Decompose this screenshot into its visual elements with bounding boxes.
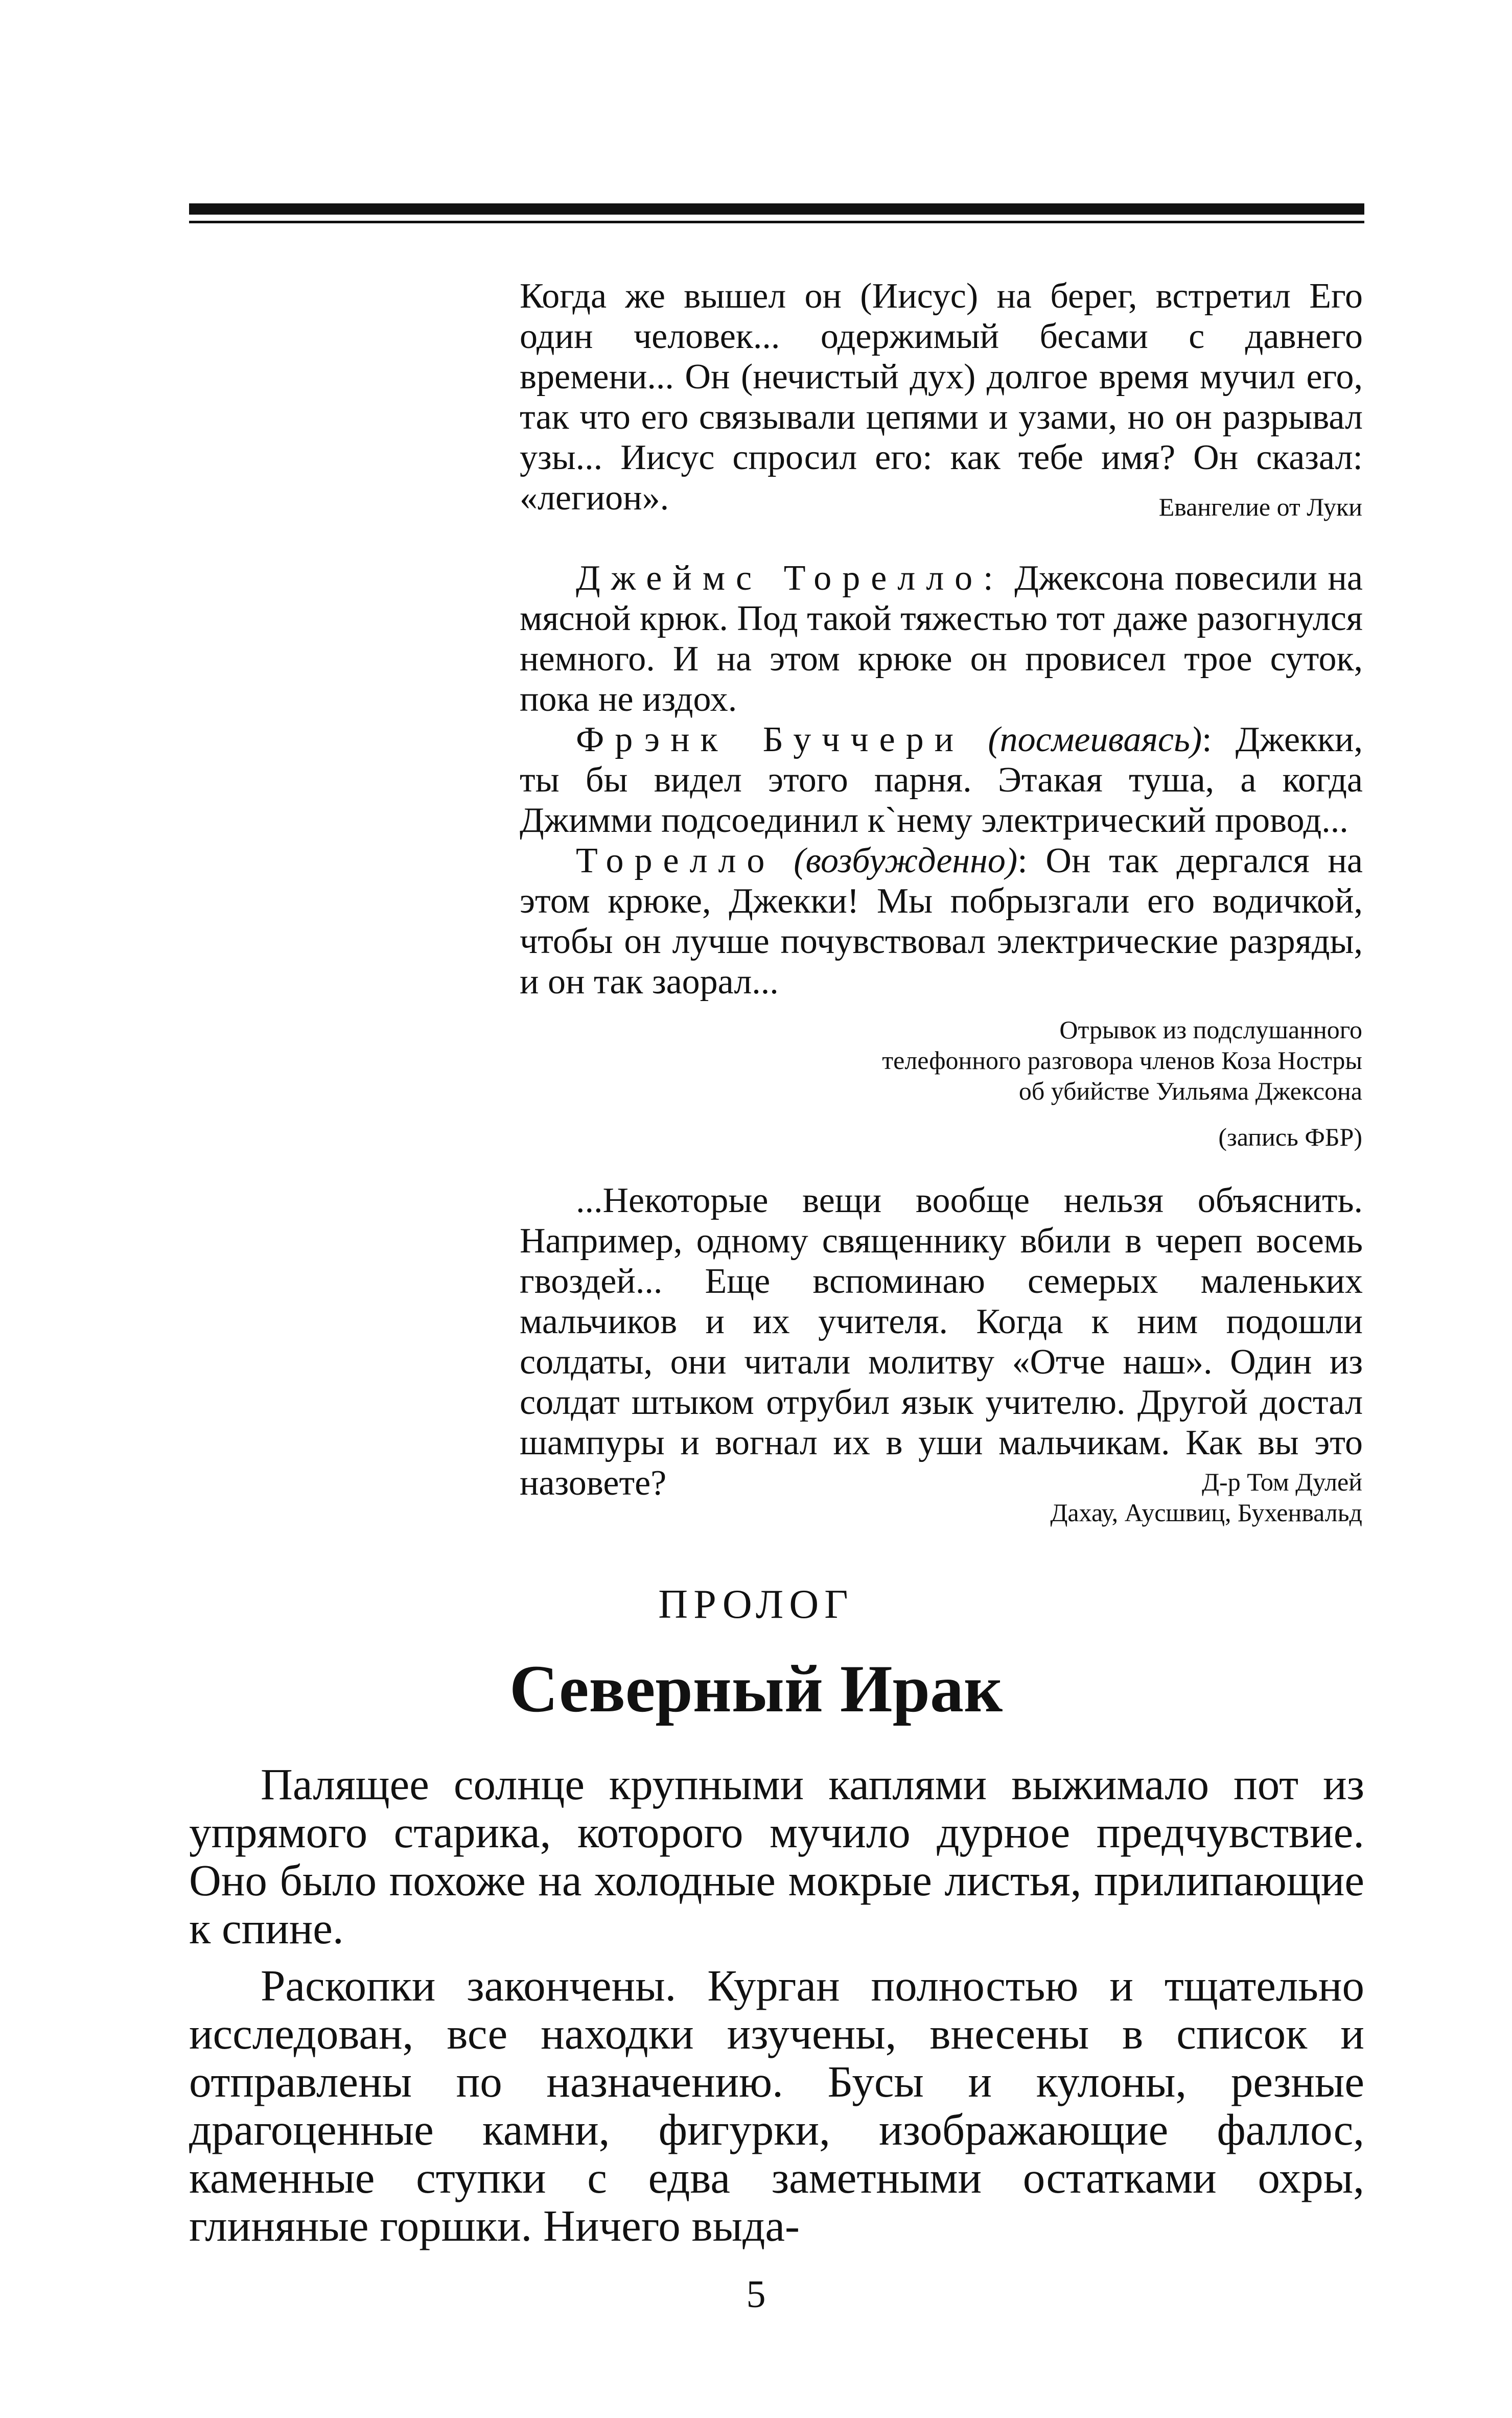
speaker-name: Джеймс Торелло: xyxy=(576,559,1004,598)
source-line: об убийстве Уильяма Джексона xyxy=(1018,1077,1362,1105)
speaker-name: Фрэнк Буччери xyxy=(576,720,965,759)
paragraph: Палящее солнце крупными каплями выжимало пот из упрямого старика, которого мучило дурное предчувствие. Оно было похоже на холодные мокрые листья, прилипающие к спине. xyxy=(189,1759,1364,1953)
header-rule-thick xyxy=(189,203,1364,215)
body-text xyxy=(189,1760,1364,2250)
epigraph-gospel-source: Евангелие от Луки xyxy=(1158,493,1362,521)
source-line: (запись ФБР) xyxy=(1218,1123,1362,1151)
source-line: телефонного разговора членов Коза Ностры xyxy=(882,1046,1362,1075)
speaker-name: Торелло xyxy=(576,841,776,880)
epigraph-dooley: ...Некоторые вещи вообще нельзя объяснить. Например, одному священнику вбили в череп восемь гвоздей... Еще вспоминаю семерых маленьких мальчиков и их учителя. Когда к ним подошли солдаты, они читали молитву «Отче наш». Один из солдат штыком отрубил язык учителю. Другой достал шампуры и вогнал их в уши мальчикам. Как вы это назовете? xyxy=(520,1181,1363,1503)
header-rule-thin xyxy=(189,221,1364,223)
epigraph-transcript xyxy=(520,558,1363,1002)
transcript-line xyxy=(520,841,1363,1002)
epigraph-transcript-source xyxy=(882,1014,1362,1152)
stage-direction: (возбужденно) xyxy=(794,841,1018,880)
chapter-title: Северный Ирак xyxy=(509,1651,1003,1726)
transcript-line xyxy=(520,558,1363,719)
source-line: Д-р Том Дулей xyxy=(1201,1468,1362,1496)
source-line: Дахау, Аусшвиц, Бухенвальд xyxy=(1050,1498,1362,1527)
line-text: Джексона повесили на мясной крюк. Под такой тяжестью тот даже разогнулся немного. И на этом крюке он провисел трое суток, пока не издох. xyxy=(520,559,1363,719)
section-label: ПРОЛОГ xyxy=(658,1582,854,1627)
epigraph-gospel: Когда же вышел он (Иисус) на берег, встретил Его один человек... одержимый бесами с давнего времени... Он (нечистый дух) долгое время мучил его, так что его связывали цепями и узами, но он разрывал узы... Иисус спросил его: как тебе имя? Он сказал: «легион». xyxy=(520,276,1363,518)
epigraph-dooley-source xyxy=(1050,1467,1362,1528)
paragraph: Раскопки закончены. Курган полностью и тщательно исследован, все находки изучены, внесены в список и отправлены по назначению. Бусы и кулоны, резные драгоценные камни, фигурки, изображающие фаллос, каменные ступки с едва заметными остатками охры, глиняные горшки. Ничего выда- xyxy=(189,1961,1364,2250)
source-line: Отрывок из подслушанного xyxy=(1059,1015,1362,1044)
page-number: 5 xyxy=(746,2273,766,2316)
stage-direction: (посмеиваясь) xyxy=(988,720,1202,759)
transcript-line xyxy=(520,719,1363,841)
line-text: : Джекки, ты бы видел этого парня. Этакая туша, а когда Джимми подсоединил к`нему электрический провод... xyxy=(520,720,1363,840)
line-text: : Он так дергался на этом крюке, Джекки! Мы побрызгали его водичкой, чтобы он лучше почувствовал электрические разряды, и он так заорал... xyxy=(520,841,1363,1002)
